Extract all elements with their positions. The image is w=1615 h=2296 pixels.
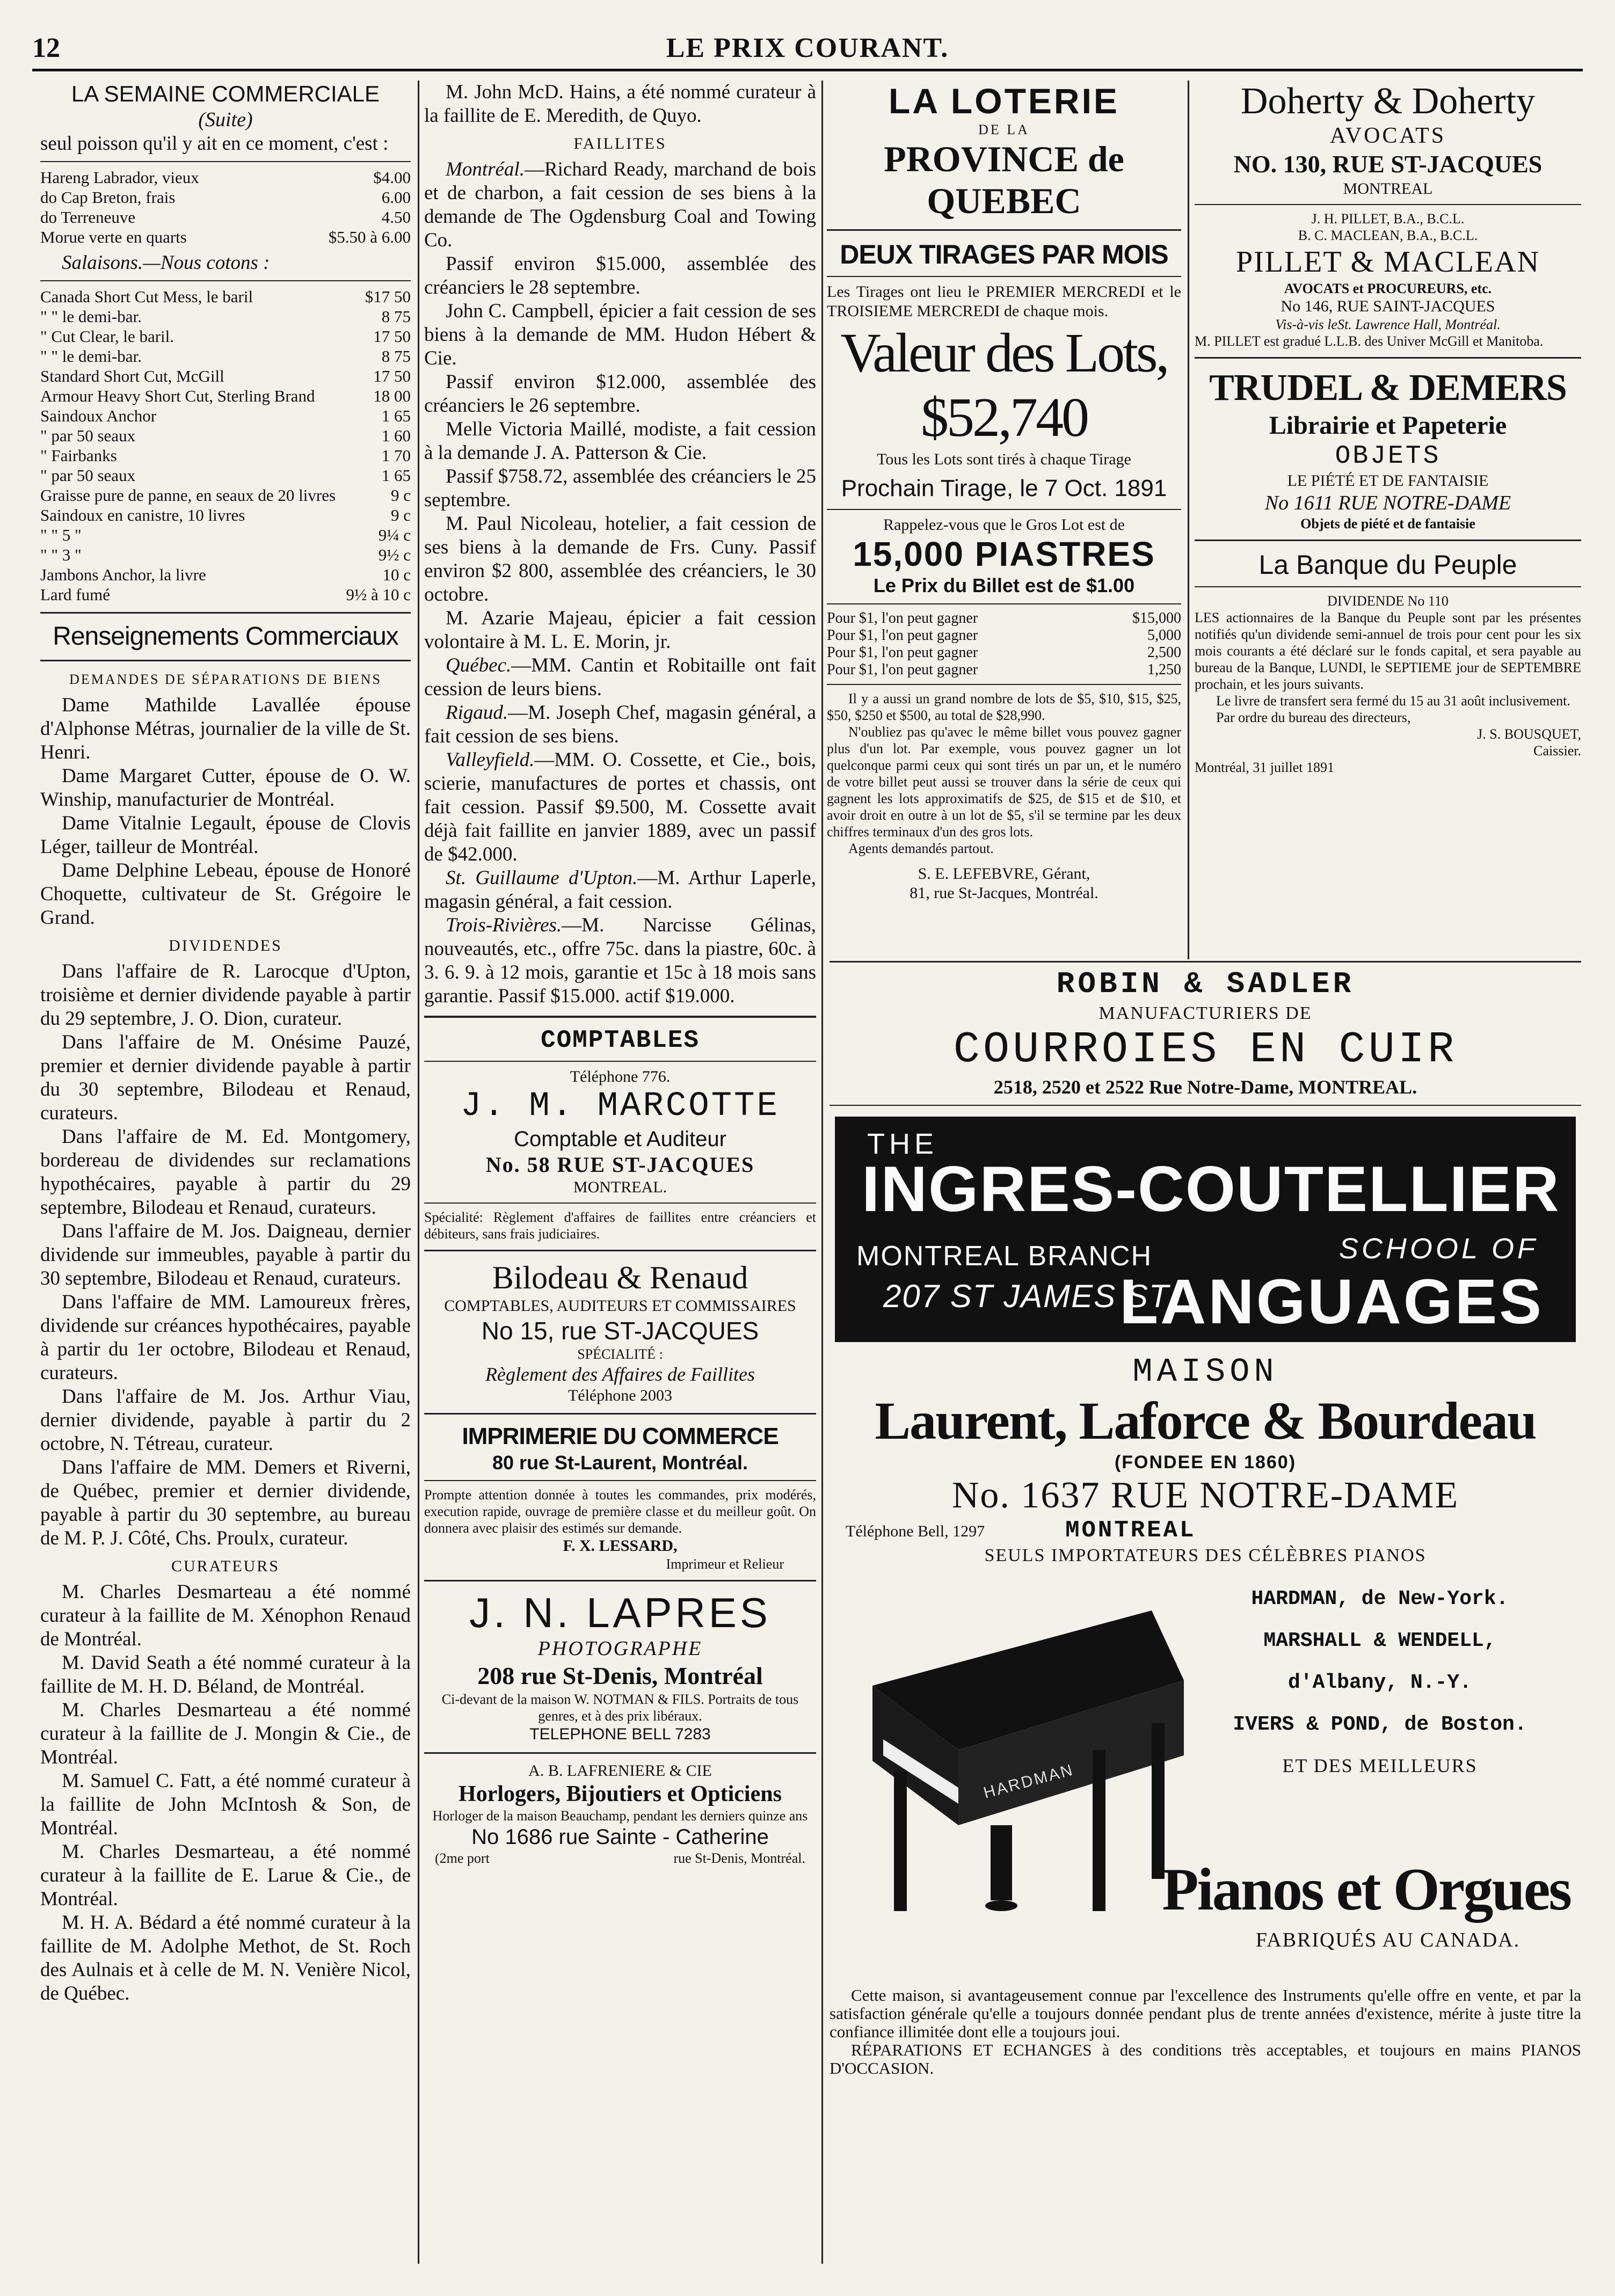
trudel-note: Objets de piété et de fantaisie <box>1300 516 1475 531</box>
price-row <box>40 307 411 326</box>
divider <box>424 1202 816 1204</box>
laurent-seuls: SEULS IMPORTATEURS DES CÉLÈBRES PIANOS <box>984 1546 1427 1565</box>
price-row-label: Morue verte en quarts <box>40 228 187 246</box>
lafreniere-address: No 1686 rue Sainte - Catherine <box>471 1825 769 1849</box>
faillite-place: Montréal. <box>446 158 525 180</box>
banque-dividende: DIVIDENDE No 110 <box>1327 593 1449 609</box>
price-row-value: 1 65 <box>381 406 411 425</box>
faillite-item <box>424 914 816 1008</box>
price-row <box>40 187 411 207</box>
price-row-label: " " le demi-bar. <box>40 307 142 326</box>
price-row <box>40 406 411 426</box>
divider <box>424 1061 816 1062</box>
divider <box>830 1105 1581 1106</box>
imprimerie-signer-role: Imprimeur et Relieur <box>666 1556 784 1572</box>
laurent-fondee: (FONDEE EN 1860) <box>1114 1452 1297 1473</box>
ingres-banner <box>835 1117 1576 1342</box>
faillite-text: Passif $758.72, assemblée des créanciers le 25 septembre. <box>424 465 816 511</box>
fish-price-list <box>40 167 411 247</box>
section-subtitle: (Suite) <box>198 108 253 131</box>
robin-name: ROBIN & SADLER <box>1056 967 1355 1001</box>
banque-role: Caissier. <box>1533 743 1581 759</box>
pillet-bc: B. C. MACLEAN, B.A., B.C.L. <box>1298 228 1478 243</box>
bilodeau-role: COMPTABLES, AUDITEURS ET COMMISSAIRES <box>444 1297 796 1315</box>
price-row-label: Armour Heavy Short Cut, Sterling Brand <box>40 387 315 405</box>
lots-list <box>827 610 1181 679</box>
laurent-city: MONTREAL <box>1065 1517 1196 1544</box>
faillite-item <box>424 512 816 607</box>
piano-brand: d'Albany, N.-Y. <box>1287 1671 1472 1694</box>
lot-row-label: Pour $1, l'on peut gagner <box>827 610 978 626</box>
divider <box>1195 586 1581 587</box>
dividende-item: Dans l'affaire de M. Onésime Pauzé, premier et dernier dividende payable à partir du 30 septembre, Bilodeau et Renaud, curateurs. <box>40 1031 411 1124</box>
faillite-text: —MM. Cantin et Robitaille ont fait cession de leurs biens. <box>424 654 816 700</box>
faillite-item <box>424 654 816 701</box>
faillite-text: —Richard Ready, marchand de bois et de charbon, a fait cession de ses biens à la demande de The Ogdensburg Coal and Towing Co. <box>424 158 816 251</box>
lot-row <box>827 661 1181 679</box>
price-row-label: do Terreneuve <box>40 208 136 227</box>
lot-row-value: $15,000 <box>1132 610 1181 626</box>
price-row-value: 8 75 <box>381 307 411 326</box>
pillet-note: M. PILLET est gradué L.L.B. des Univer McGill et Manitoba. <box>1195 333 1544 349</box>
price-row <box>40 465 411 485</box>
gros-lot: 15,000 PIASTRES <box>853 535 1155 573</box>
closing-text: Cette maison, si avantageusement connue par l'excellence des Instruments qu'elle offre en vente, et par la satisfaction générale qu'elle a toujours donnée pendant plus de trente années d'existence, mérite à juste titre la confiance illimitée dont elle a toujours joui. <box>830 1986 1581 2041</box>
loterie-province: PROVINCE de QUEBEC <box>884 139 1124 221</box>
price-row-value: 17 50 <box>373 327 411 346</box>
faillite-place: Trois-Rivières. <box>446 914 562 936</box>
price-row <box>40 326 411 346</box>
lower-right-ads <box>830 966 1581 2264</box>
imprimerie-signer: F. X. LESSARD, <box>563 1537 678 1555</box>
doherty-address: NO. 130, RUE ST-JACQUES <box>1233 150 1543 178</box>
curateur-item: M. David Seath a été nommé curateur à la faillite de M. H. D. Béland, de Montréal. <box>40 1652 411 1697</box>
pianos-orgues: Pianos et Orgues <box>1162 1856 1570 1923</box>
price-row-label: " Fairbanks <box>40 446 117 465</box>
price-row-label: Lard fumé <box>40 585 110 604</box>
divider <box>1195 357 1581 359</box>
laurent-telephone: Téléphone Bell, 1297 <box>846 1522 985 1540</box>
loterie-title: LA LOTERIE <box>889 81 1119 121</box>
piano-section <box>830 1568 1581 1986</box>
prix-billet: Le Prix du Billet est de $1.00 <box>873 574 1135 596</box>
ingres-name: INGRES-COUTELLIER <box>862 1153 1560 1225</box>
column-3 <box>827 81 1181 961</box>
separation-item: Dame Mathilde Lavallée épouse d'Alphonse Métras, journalier de la ville de St. Henri. <box>40 694 411 763</box>
prochain-tirage: Prochain Tirage, le 7 Oct. 1891 <box>841 475 1167 501</box>
faillite-item <box>424 300 816 370</box>
faillite-item <box>424 465 816 512</box>
closing-text-2: RÉPARATIONS ET ECHANGES à des conditions très acceptables, et toujours en mains PIANOS D'OCCASION. <box>830 2040 1581 2078</box>
price-row <box>40 426 411 446</box>
price-row-label: Jambons Anchor, la livre <box>40 565 206 584</box>
price-row <box>40 485 411 505</box>
divider <box>40 612 411 614</box>
loterie-de-la: DE LA <box>978 122 1030 137</box>
divider <box>424 1752 816 1754</box>
column-divider <box>821 81 823 2264</box>
piano-brands <box>1184 1578 1576 1780</box>
price-row <box>40 505 411 525</box>
price-row-label: " par 50 seaux <box>40 426 136 445</box>
lafreniere-note-left: (2me port <box>435 1850 490 1866</box>
separation-item: Dame Delphine Lebeau, épouse de Honoré Choquette, cultivateur de St. Grégoire le Grand. <box>40 859 411 929</box>
faillite-place: St. Guillaume d'Upton. <box>446 867 638 889</box>
price-row-value: 1 60 <box>381 426 411 445</box>
faillite-item <box>424 158 816 252</box>
ingres-the: THE <box>867 1128 938 1160</box>
divider <box>827 603 1181 604</box>
price-row-value: 10 c <box>382 565 411 584</box>
divider <box>424 1250 816 1251</box>
piano-brand: MARSHALL & WENDELL, <box>1263 1629 1496 1652</box>
faillite-text: —M. Joseph Chef, magasin général, a fait cession de ses biens. <box>424 702 816 747</box>
marcotte-telephone: Téléphone 776. <box>570 1068 671 1085</box>
price-row <box>40 346 411 366</box>
imprimerie-name: IMPRIMERIE DU COMMERCE <box>462 1423 779 1449</box>
lafreniere-role: Horlogers, Bijoutiers et Opticiens <box>459 1782 782 1806</box>
dividendes-heading: DIVIDENDES <box>169 937 282 954</box>
bilodeau-name: Bilodeau & Renaud <box>492 1260 748 1295</box>
doherty-avocats: AVOCATS <box>1329 123 1446 148</box>
marcotte-specialty: Spécialité: Règlement d'affaires de faillites entre créanciers et débiteurs, sans frais judiciaires. <box>424 1209 816 1242</box>
faillites-heading: FAILLITES <box>573 135 667 152</box>
intro-text: seul poisson qu'il y ait en ce moment, c'est : <box>40 133 389 155</box>
banque-order: Par ordre du bureau des directeurs, <box>1216 710 1411 725</box>
dividende-item: Dans l'affaire de M. Ed. Montgomery, bordereau de dividendes sur reclamations hypothécaires, payable à partir du 29 septembre, Bilodeau et Renaud, curateurs. <box>40 1126 411 1219</box>
price-row <box>40 545 411 565</box>
dividende-item: Dans l'affaire de MM. Lamoureux frères, dividende sur créances hypothécaires, payable à partir du 1er octobre, Bilodeau et Renaud, curateurs. <box>40 1291 411 1384</box>
price-row-label: " " 5 " <box>40 526 82 544</box>
piano-illustration <box>851 1578 1195 1943</box>
price-row-value: 6.00 <box>381 188 411 207</box>
doherty-city: MONTREAL <box>1343 180 1433 198</box>
price-row-label: " Cut Clear, le baril. <box>40 327 174 346</box>
price-row-value: 1 70 <box>381 446 411 465</box>
price-row <box>40 366 411 386</box>
pork-price-list <box>40 287 411 604</box>
divider <box>827 684 1181 685</box>
column-4 <box>1195 81 1581 961</box>
price-row-value: 9 c <box>390 486 411 505</box>
lot-row <box>827 644 1181 661</box>
column-divider <box>1188 81 1189 959</box>
bilodeau-telephone: Téléphone 2003 <box>568 1387 673 1404</box>
tous-lots: Tous les Lots sont tirés à chaque Tirage <box>877 450 1131 468</box>
piano-brand: IVERS & POND, de Boston. <box>1233 1713 1527 1736</box>
price-row-value: $5.50 à 6.00 <box>328 228 411 246</box>
price-row <box>40 227 411 247</box>
imprimerie-address: 80 rue St-Laurent, Montréal. <box>492 1452 748 1474</box>
piano-brand-label: HARDMAN <box>981 1761 1076 1802</box>
lot-row <box>827 610 1181 627</box>
price-row-label: " par 50 seaux <box>40 466 136 485</box>
faillite-place: Valleyfield. <box>446 749 535 771</box>
piano-brand: HARDMAN, de New-York. <box>1251 1587 1509 1610</box>
trudel-piete: LE PIÉTÉ ET DE FANTAISIE <box>1287 472 1489 490</box>
lot-row-value: 2,500 <box>1147 644 1181 661</box>
dividende-item: Dans l'affaire de M. Jos. Arthur Viau, dernier dividende, payable à partir du 2 octobre, N. Tétreau, curateur. <box>40 1386 411 1455</box>
loterie-signer: S. E. LEFEBVRE, Gérant, <box>918 865 1090 883</box>
ingres-school: SCHOOL OF <box>1338 1233 1538 1265</box>
faillite-text: Melle Victoria Maillé, modiste, a fait cession à la demande J. A. Patterson & Cie. <box>424 418 816 464</box>
marcotte-city: MONTREAL. <box>573 1178 667 1196</box>
separations-heading: DEMANDES DE SÉPARATIONS DE BIENS <box>69 672 382 687</box>
valeur-lots: Valeur des Lots, $52,740 <box>840 322 1168 448</box>
curateurs-heading: CURATEURS <box>171 1557 280 1575</box>
brand-list <box>1184 1578 1576 1746</box>
divider <box>1195 204 1581 205</box>
piano-meilleurs: ET DES MEILLEURS <box>1282 1755 1478 1776</box>
comptables-heading: COMPTABLES <box>540 1026 700 1054</box>
marcotte-role: Comptable et Auditeur <box>514 1127 726 1151</box>
faillite-item <box>424 748 816 866</box>
pillet-name: PILLET & MACLEAN <box>1235 245 1540 279</box>
faillite-item <box>424 418 816 465</box>
divider <box>827 229 1181 231</box>
banque-text: LES actionnaires de la Banque du Peuple sont par les présentes notifiés qu'un dividende semi-annuel de trois pour cent pour les six mois courants a été déclaré sur le fonds capital, et sera payable au bureau de la Banque, LUNDI, le SEPTIEME jour de SEPTEMBRE prochain, et les jours suivants. <box>1195 610 1581 692</box>
divider <box>424 1413 816 1415</box>
divider <box>424 1480 816 1481</box>
price-row-value: $17 50 <box>365 287 411 306</box>
robin-courroies: COURROIES EN CUIR <box>953 1025 1458 1075</box>
price-row <box>40 167 411 187</box>
pillet-jh: J. H. PILLET, B.A., B.C.L. <box>1311 211 1465 227</box>
newspaper-title: LE PRIX COURANT. <box>666 33 949 63</box>
page-number: 12 <box>32 33 60 63</box>
bilodeau-address: No 15, rue ST-JACQUES <box>481 1317 759 1345</box>
price-row-label: Graisse pure de panne, en seaux de 20 livres <box>40 486 336 505</box>
lafreniere-note-right: rue St-Denis, Montréal. <box>673 1850 805 1866</box>
faillite-text: —M. Narcisse Gélinas, nouveautés, etc., offre 75c. dans la piastre, 60c. à 3. 6. 9. à 12 mois, garantie et 15c à 18 mois sans garantie. Passif $15.000. actif $19.000. <box>424 914 816 1007</box>
price-row-label: " " 3 " <box>40 545 82 564</box>
lafreniere-text: Horloger de la maison Beauchamp, pendant les derniers quinze ans <box>432 1808 808 1824</box>
faillite-item <box>424 370 816 418</box>
price-row <box>40 565 411 585</box>
lapres-name: J. N. LAPRES <box>469 1589 771 1636</box>
faillite-item <box>424 866 816 914</box>
dividende-item: Dans l'affaire de R. Larocque d'Upton, troisième et dernier dividende payable à partir du 29 septembre, J. O. Dion, curateur. <box>40 960 411 1030</box>
marcotte-name: J. M. MARCOTTE <box>461 1087 780 1126</box>
section-divider <box>830 961 1581 963</box>
curateur-item: M. Charles Desmarteau a été nommé curateur à la faillite de J. Mongin & Cie., de Montréal. <box>40 1699 411 1768</box>
loterie-address: 81, rue St-Jacques, Montréal. <box>910 884 1099 902</box>
lafreniere-name: A. B. LAFRENIERE & CIE <box>528 1762 712 1780</box>
lot-row-label: Pour $1, l'on peut gagner <box>827 644 978 661</box>
trudel-name: TRUDEL & DEMERS <box>1209 367 1567 409</box>
tirages-heading: DEUX TIRAGES PAR MOIS <box>840 239 1168 269</box>
lot-row-value: 5,000 <box>1147 627 1181 644</box>
intro-text: M. John McD. Hains, a été nommé curateur à la faillite de E. Meredith, de Quyo. <box>424 81 816 127</box>
price-row-value: 4.50 <box>381 208 411 227</box>
trudel-librairie: Librairie et Papeterie <box>1269 411 1507 440</box>
faillite-text: John C. Campbell, épicier a fait cession de ses biens à la demande de MM. Hudon Hébert & Cie. <box>424 300 816 369</box>
price-row-label: Saindoux Anchor <box>40 406 157 425</box>
divider <box>424 1016 816 1018</box>
pianos-fabriques: FABRIQUÉS AU CANADA. <box>1255 1929 1521 1951</box>
rappel-text: Rappelez-vous que le Gros Lot est de <box>883 516 1125 534</box>
faillite-item <box>424 252 816 300</box>
price-row-value: 9½ c <box>378 545 411 564</box>
pillet-address: No 146, RUE SAINT-JACQUES <box>1281 297 1495 315</box>
price-row-value: 18 00 <box>373 387 411 405</box>
salaisons-heading: Salaisons.—Nous cotons : <box>62 252 270 274</box>
price-row-value: 9½ à 10 c <box>346 585 411 604</box>
divider <box>424 1580 816 1581</box>
price-row-value: $4.00 <box>373 168 411 187</box>
ingres-street: 207 ST JAMES ST <box>883 1278 1170 1314</box>
faillites-list <box>424 158 816 1008</box>
divider <box>40 660 411 661</box>
curateur-item: M. H. A. Bédard a été nommé curateur à la faillite de M. Adolphe Methot, de St. Roch des Aulnais et à celle de M. N. Venière Nicol, de Québec. <box>40 1912 411 2005</box>
price-row-label: Canada Short Cut Mess, le baril <box>40 287 253 306</box>
column-1 <box>40 81 411 2264</box>
faillite-item <box>424 701 816 748</box>
laurent-address: No. 1637 RUE NOTRE-DAME <box>951 1475 1459 1516</box>
maison-heading: MAISON <box>1132 1353 1278 1391</box>
faillite-text: M. Azarie Majeau, épicier a fait cession volontaire à M. L. E. Morin, jr. <box>424 607 816 653</box>
price-row-value: 9¼ c <box>378 526 411 544</box>
lot-row-value: 1,250 <box>1147 661 1181 678</box>
bilodeau-specialty: Règlement des Affaires de Faillites <box>485 1364 755 1385</box>
lapres-text: Ci-devant de la maison W. NOTMAN & FILS. Portraits de tous genres, et à des prix libéraux. <box>441 1692 799 1724</box>
price-row <box>40 207 411 227</box>
faillite-item <box>424 607 816 654</box>
price-row <box>40 585 411 604</box>
imprimerie-text: Prompte attention donnée à toutes les commandes, prix modérés, execution rapide, ouvrage de première classe et du meilleur goût. On donnera avec plaisir des estimés sur demande. <box>424 1487 816 1536</box>
laurent-contact <box>830 1517 1581 1544</box>
ingres-branch: MONTREAL BRANCH <box>856 1241 1153 1272</box>
bilodeau-specialty-label: SPÉCIALITÉ : <box>577 1346 663 1362</box>
faillite-place: Québec. <box>446 654 512 676</box>
marcotte-address: No. 58 RUE ST-JACQUES <box>485 1153 755 1177</box>
faillite-place: Rigaud. <box>446 702 508 724</box>
separations-list <box>40 694 411 930</box>
price-row <box>40 287 411 307</box>
faillite-text: Passif environ $12.000, assemblée des créanciers le 26 septembre. <box>424 371 816 417</box>
price-row-label: " " le demi-bar. <box>40 347 142 366</box>
faillite-text: —M. Arthur Laperle, magasin général, a fait cession. <box>424 867 816 913</box>
separation-item: Dame Vitalnie Legault, épouse de Clovis Léger, tailleur de Montréal. <box>40 812 411 858</box>
pillet-role: AVOCATS et PROCUREURS, etc. <box>1284 281 1492 296</box>
separation-item: Dame Margaret Cutter, épouse de O. W. Winship, manufacturier de Montréal. <box>40 765 411 811</box>
faillite-text: —MM. O. Cossette, et Cie., bois, scierie, manufactures de portes et chassis, ont fait cession. Passif $9.500, M. Cossette avait déjà fait faillite en janvier 1889, avec un passif de $42.000. <box>424 749 816 865</box>
dividende-item: Dans l'affaire de MM. Demers et Riverni, de Québec, premier et dernier dividende, payable à partir du 30 septembre, au bureau de M. P. J. Côté, Chs. Proulx, curateur. <box>40 1456 411 1549</box>
banque-text-2: Le livre de transfert sera fermé du 15 au 31 août inclusivement. <box>1216 693 1570 709</box>
price-row-label: Hareng Labrador, vieux <box>40 168 199 187</box>
page-header <box>32 32 1583 64</box>
price-row-label: Saindoux en canistre, 10 livres <box>40 506 245 524</box>
dividende-item: Dans l'affaire de M. Jos. Daigneau, dernier dividende sur immeubles, payable à partir du 30 septembre, Bilodeau et Renaud, curateurs. <box>40 1220 411 1289</box>
curateur-item: M. Charles Desmarteau a été nommé curateur à la faillite de M. Xénophon Renaud de Montréal. <box>40 1581 411 1650</box>
banque-name: La Banque du Peuple <box>1258 550 1517 580</box>
faillite-text: M. Paul Nicoleau, hotelier, a fait cession de ses biens à la demande de Frs. Cuny. Passif environ $2 800, assemblée des créanciers, le 30 octobre. <box>424 513 816 606</box>
price-row <box>40 446 411 465</box>
banque-date: Montréal, 31 juillet 1891 <box>1195 760 1334 775</box>
curateur-item: M. Samuel C. Fatt, a été nommé curateur à la faillite de John McIntosh & Son, de Montréal. <box>40 1770 411 1839</box>
divider <box>40 280 411 281</box>
lot-row-label: Pour $1, l'on peut gagner <box>827 661 978 678</box>
section-title: LA SEMAINE COMMERCIALE <box>71 81 380 106</box>
price-row-label: Standard Short Cut, McGill <box>40 367 224 385</box>
divider <box>40 161 411 162</box>
header-rule <box>32 69 1583 71</box>
pillet-vis: Vis-à-vis leSt. Lawrence Hall, Montréal. <box>1275 317 1501 332</box>
column-divider <box>418 81 419 2264</box>
tirages-text: Les Tirages ont lieu le PREMIER MERCREDI et le TROISIEME MERCREDI de chaque mois. <box>827 283 1181 320</box>
lot-row <box>827 627 1181 644</box>
robin-address: 2518, 2520 et 2522 Rue Notre-Dame, MONTREAL. <box>993 1076 1417 1098</box>
price-row-value: 17 50 <box>373 367 411 385</box>
divider <box>827 509 1181 510</box>
lots-para-1: Il y a aussi un grand nombre de lots de $5, $10, $15, $25, $50, $250 et $500, au total de $28,990. <box>827 691 1181 723</box>
lots-para-2: N'oubliez pas qu'avec le même billet vous pouvez gagner plus d'un lot. Par exemple, vous pouvez gagner un lot quelconque parmi ceux qui sont tirés un par un, et le numéro de votre billet peut aussi se trouver dans la série de ceux qui gagnent les lots approximatifs de $25, de $15 et de $10, et avoir droit en outre à un lot de $5, s'il se termine par les deux chiffres terminaux d'un des gros lots. <box>827 724 1181 840</box>
banque-signer: J. S. BOUSQUET, <box>1477 726 1581 742</box>
price-row-value: 8 75 <box>381 347 411 366</box>
dividendes-list <box>40 960 411 1550</box>
lafreniere-note <box>424 1850 816 1867</box>
robin-manufacturiers: MANUFACTURIERS DE <box>1099 1003 1312 1023</box>
price-row <box>40 386 411 406</box>
faillite-text: Passif environ $15.000, assemblée des créanciers le 28 septembre. <box>424 253 816 298</box>
lapres-telephone: TELEPHONE BELL 7283 <box>529 1725 711 1743</box>
curateurs-list <box>40 1580 411 2006</box>
price-row-label: do Cap Breton, frais <box>40 188 176 207</box>
column-2 <box>424 81 816 2264</box>
lapres-role: PHOTOGRAPHE <box>537 1637 703 1660</box>
divider <box>1195 540 1581 541</box>
trudel-address: No 1611 RUE NOTRE-DAME <box>1264 492 1511 514</box>
doherty-name: Doherty & Doherty <box>1240 81 1536 122</box>
ingres-languages: LANGUAGES <box>1119 1266 1544 1337</box>
divider <box>827 276 1181 277</box>
renseignements-heading: Renseignements Commerciaux <box>53 622 398 651</box>
lot-row-label: Pour $1, l'on peut gagner <box>827 627 978 644</box>
trudel-objets: OBJETS <box>1335 442 1441 471</box>
price-row <box>40 525 411 545</box>
agents-text: Agents demandés partout. <box>848 841 994 856</box>
lapres-address: 208 rue St-Denis, Montréal <box>477 1662 763 1689</box>
laurent-name: Laurent, Laforce & Bourdeau <box>875 1391 1536 1451</box>
curateur-item: M. Charles Desmarteau, a été nommé curateur à la faillite de E. Larue & Cie., de Montréal. <box>40 1841 411 1910</box>
price-row-value: 1 65 <box>381 466 411 485</box>
price-row-value: 9 c <box>390 506 411 524</box>
